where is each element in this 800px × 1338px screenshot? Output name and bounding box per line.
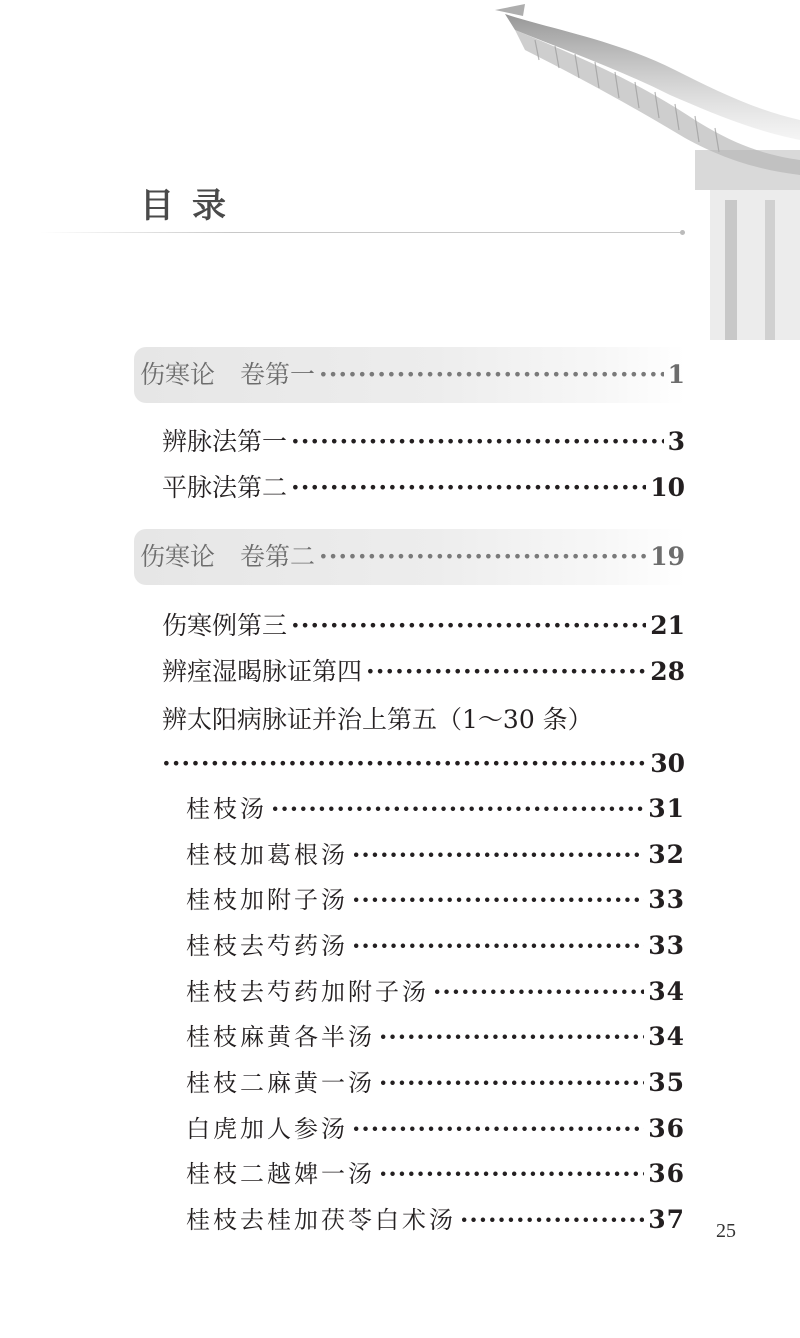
toc-entry-title: 桂枝汤 <box>186 795 267 823</box>
toc-entry-title: 桂枝加附子汤 <box>186 886 348 914</box>
toc-entry-title: 桂枝加葛根汤 <box>186 841 348 869</box>
toc-entry-title: 辨脉法第一 <box>162 427 288 456</box>
toc-leader-dots <box>460 1198 644 1242</box>
toc-entry-title: 桂枝去芍药加附子汤 <box>186 978 429 1006</box>
toc-entry-title: 白虎加人参汤 <box>186 1115 348 1143</box>
toc-page-number: 32 <box>648 840 685 869</box>
toc-leader-dots <box>352 833 644 877</box>
title-divider <box>40 232 685 233</box>
toc-page-number: 37 <box>648 1205 685 1234</box>
toc-leader-dots <box>162 742 646 786</box>
toc-page-number: 21 <box>650 611 685 640</box>
toc-leader-dots <box>352 1107 644 1151</box>
toc-formula-entry[interactable] <box>186 970 685 1014</box>
toc-entry-title: 桂枝二麻黄一汤 <box>186 1069 375 1097</box>
toc-formula-entry[interactable] <box>186 1015 685 1059</box>
temple-eave-illustration <box>495 0 800 340</box>
toc-page-number: 1 <box>667 360 685 389</box>
toc-formula-entry[interactable] <box>186 1107 685 1151</box>
toc-volume-entry[interactable] <box>140 353 685 397</box>
toc-entry-title: 桂枝二越婢一汤 <box>186 1160 375 1188</box>
toc-entry-continuation[interactable] <box>162 742 685 786</box>
toc-formula-entry[interactable] <box>186 924 685 968</box>
toc-leader-dots <box>291 420 664 464</box>
toc-leader-dots <box>291 604 646 648</box>
toc-entry-title: 桂枝去桂加茯苓白术汤 <box>186 1206 456 1234</box>
toc-leader-dots <box>379 1015 644 1059</box>
toc-formula-entry[interactable] <box>186 787 685 831</box>
toc-entry[interactable] <box>162 420 685 464</box>
toc-formula-entry[interactable] <box>186 833 685 877</box>
toc-page-number: 36 <box>648 1159 685 1188</box>
toc-entry[interactable] <box>162 604 685 648</box>
toc-formula-entry[interactable] <box>186 1198 685 1242</box>
toc-page-number: 34 <box>648 977 685 1006</box>
toc-page-number: 30 <box>650 749 685 778</box>
folio-page-number: 25 <box>716 1220 736 1242</box>
toc-leader-dots <box>319 353 664 397</box>
toc-page-number: 33 <box>648 931 685 960</box>
toc-formula-entry[interactable] <box>186 1152 685 1196</box>
toc-page-number: 10 <box>650 473 685 502</box>
page-title: 目录 <box>140 186 244 226</box>
toc-volume-entry[interactable] <box>140 535 685 579</box>
toc-leader-dots <box>366 650 646 694</box>
toc-page-number: 19 <box>650 542 685 571</box>
toc-entry-title: 辨痓湿暍脉证第四 <box>162 657 363 686</box>
toc-leader-dots <box>352 878 644 922</box>
toc-leader-dots <box>352 924 644 968</box>
title-divider-end <box>680 230 685 235</box>
toc-page-number: 31 <box>648 794 685 823</box>
toc-entry-title: 伤寒例第三 <box>162 611 288 640</box>
toc-leader-dots <box>379 1061 644 1105</box>
toc-page-number: 35 <box>648 1068 685 1097</box>
toc-entry-title: 平脉法第二 <box>162 473 288 502</box>
toc-entry-title: 桂枝麻黄各半汤 <box>186 1023 375 1051</box>
toc-leader-dots <box>271 787 644 831</box>
toc-leader-dots <box>319 535 646 579</box>
toc-entry[interactable] <box>162 650 685 694</box>
toc-page-number: 33 <box>648 885 685 914</box>
toc-entry-title: 桂枝去芍药汤 <box>186 932 348 960</box>
toc-page-number: 3 <box>667 427 685 456</box>
toc-formula-entry[interactable] <box>186 1061 685 1105</box>
toc-leader-dots <box>379 1152 644 1196</box>
toc-entry-title-long[interactable]: 辨太阳病脉证并治上第五（1～30 条） <box>162 705 593 734</box>
toc-volume-title: 伤寒论 卷第一 <box>140 360 316 389</box>
toc-entry[interactable] <box>162 466 685 510</box>
toc-leader-dots <box>291 466 646 510</box>
toc-page-number: 36 <box>648 1114 685 1143</box>
toc-formula-entry[interactable] <box>186 878 685 922</box>
toc-volume-title: 伤寒论 卷第二 <box>140 542 316 571</box>
toc-leader-dots <box>433 970 644 1014</box>
toc-page-number: 34 <box>648 1022 685 1051</box>
toc-page-number: 28 <box>650 657 685 686</box>
